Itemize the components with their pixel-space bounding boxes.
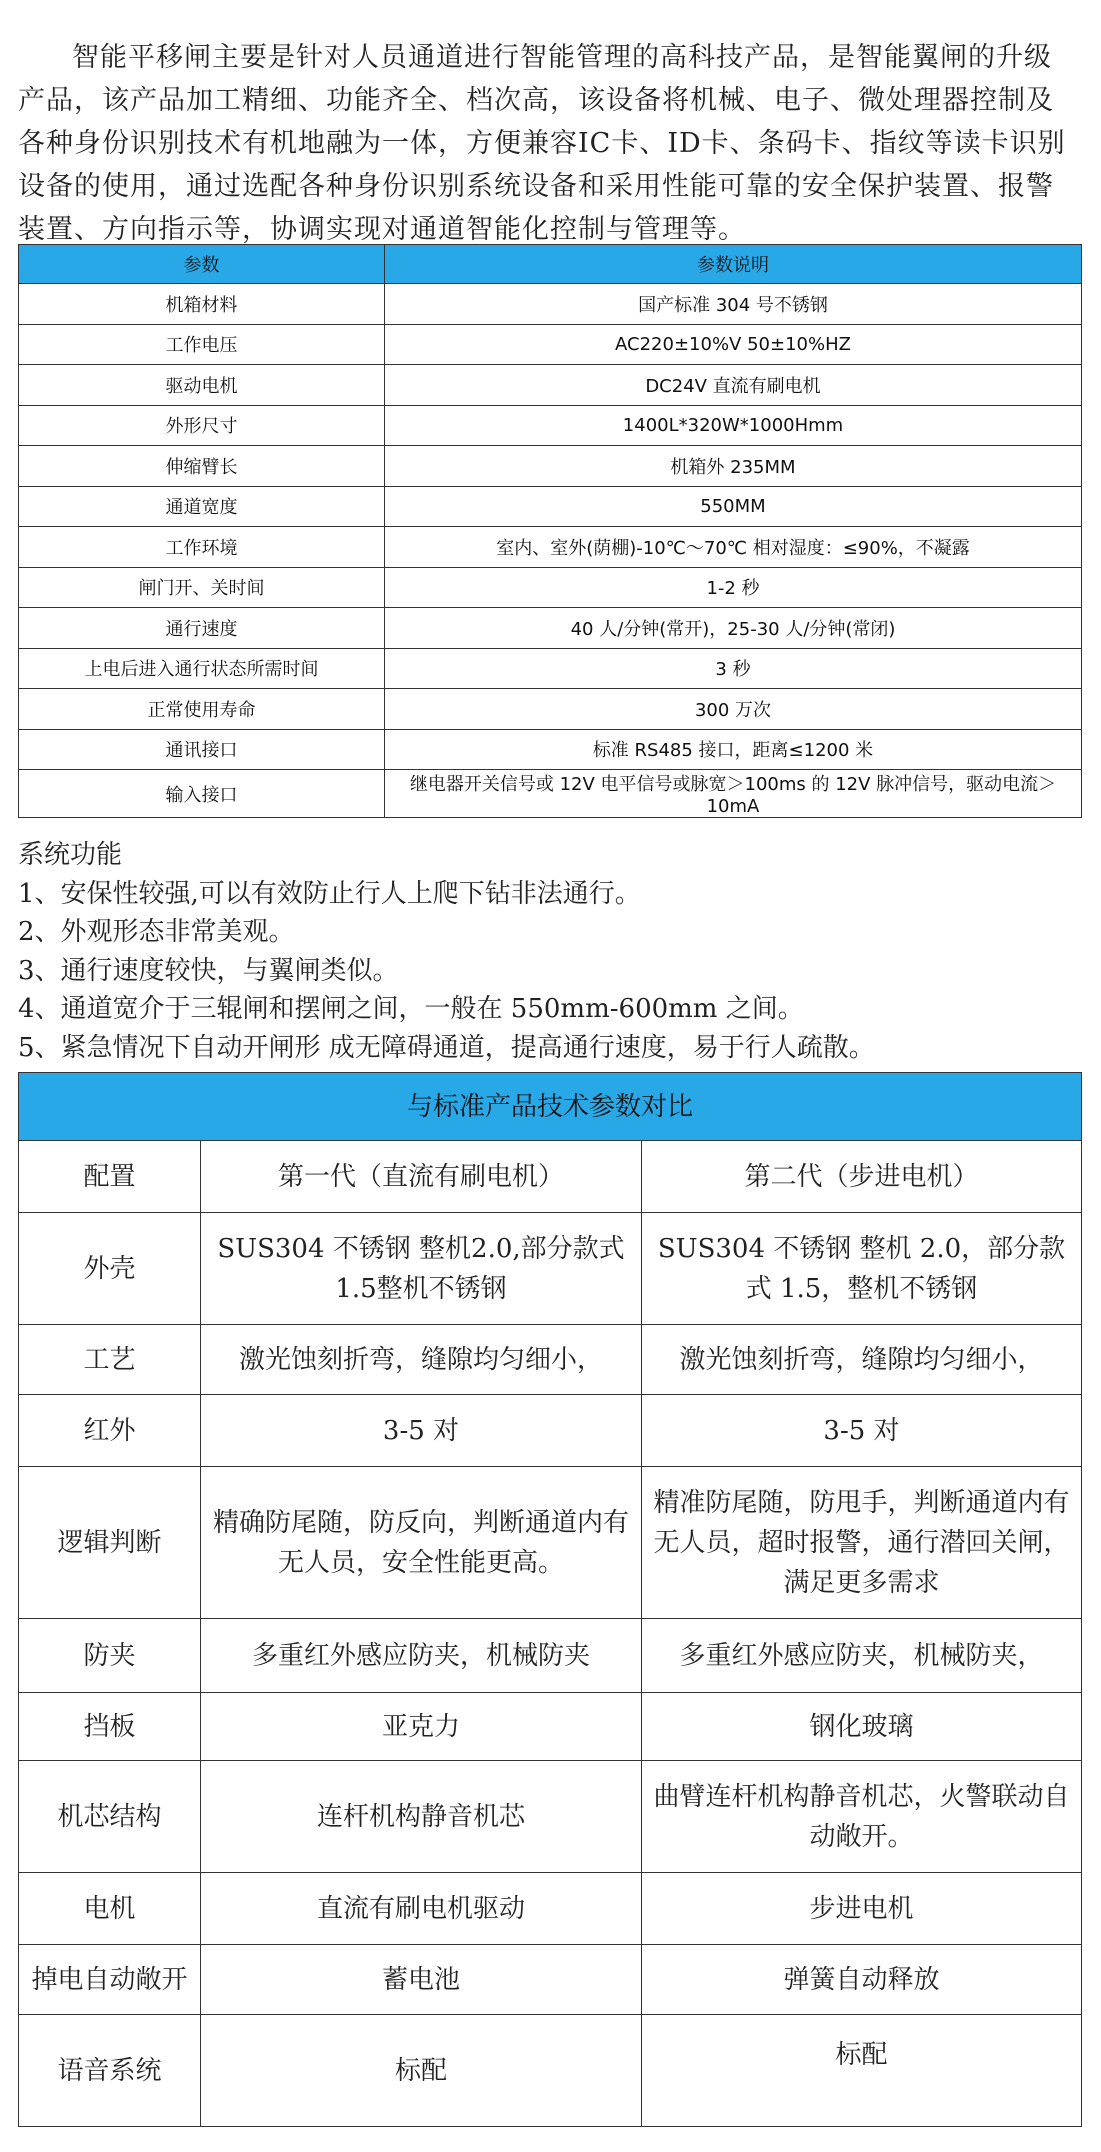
- table-row: [19, 648, 1082, 689]
- intro-text: 智能平移闸主要是针对人员通道进行智能管理的高科技产品，是智能翼闸的升级产品，该产品加工精细、功能齐全、档次高，该设备将机械、电子、微处理器控制及各种身份识别技术有机地融为一体，方便兼容IC卡、ID卡、条码卡、指纹等读卡识别设备的使用，通过选配各种身份识别系统设备和采用性能可靠的安全保护装置、报警装置、方向指示等，协调实现对通道智能化控制与管理等。: [18, 42, 1066, 245]
- spec-value: 继电器开关信号或 12V 电平信号或脉宽＞100ms 的 12V 脉冲信号，驱动电流＞10mA: [385, 770, 1082, 818]
- compare-key: 逻辑判断: [19, 1467, 201, 1619]
- spec-param: 输入接口: [19, 770, 385, 818]
- compare-key: 红外: [19, 1395, 201, 1467]
- table-row: [19, 608, 1082, 649]
- compare-gen1: 直流有刷电机驱动: [201, 1873, 642, 1945]
- compare-key: 电机: [19, 1873, 201, 1945]
- spec-param: 上电后进入通行状态所需时间: [19, 648, 385, 689]
- compare-key: 语音系统: [19, 2015, 201, 2127]
- feature-item: 3、通行速度较快，与翼闸类似。: [18, 955, 399, 986]
- feature-item: 5、紧急情况下自动开闸形 成无障碍通道，提高通行速度，易于行人疏散。: [18, 1032, 875, 1063]
- spec-param: 通道宽度: [19, 486, 385, 527]
- compare-gen1: 3-5 对: [201, 1395, 642, 1467]
- feature-item: 2、外观形态非常美观。: [18, 917, 295, 947]
- spec-table-header: [19, 245, 1082, 284]
- spec-param: 正常使用寿命: [19, 689, 385, 730]
- table-row: [19, 446, 1082, 487]
- spec-value: 国产标准 304 号不锈钢: [385, 284, 1082, 325]
- spec-param: 闸门开、关时间: [19, 567, 385, 608]
- compare-key: 掉电自动敞开: [19, 1945, 201, 2015]
- spec-value: 机箱外 235MM: [385, 446, 1082, 487]
- compare-key: 外壳: [19, 1213, 201, 1325]
- compare-gen1: SUS304 不锈钢 整机2.0,部分款式1.5整机不锈钢: [201, 1213, 642, 1325]
- compare-gen1: 标配: [201, 2015, 642, 2127]
- feature-item: 1、安保性较强,可以有效防止行人上爬下钻非法通行。: [18, 878, 641, 909]
- table-row: [19, 770, 1082, 818]
- spec-value: 1400L*320W*1000Hmm: [385, 405, 1082, 446]
- table-row: [19, 1467, 1082, 1619]
- compare-title-row: [19, 1073, 1082, 1141]
- compare-gen2: 标配: [642, 2015, 1082, 2127]
- compare-table: [18, 1072, 1082, 2127]
- table-row: [19, 527, 1082, 568]
- compare-gen1: 激光蚀刻折弯，缝隙均匀细小，: [201, 1325, 642, 1395]
- compare-header-config: 配置: [19, 1141, 201, 1213]
- table-row: [19, 729, 1082, 770]
- spec-value: DC24V 直流有刷电机: [385, 365, 1082, 406]
- spec-value: 40 人/分钟(常开)，25-30 人/分钟(常闭): [385, 608, 1082, 649]
- table-row: [19, 486, 1082, 527]
- compare-gen1: 亚克力: [201, 1693, 642, 1761]
- table-row: [19, 1693, 1082, 1761]
- spec-param: 通讯接口: [19, 729, 385, 770]
- compare-gen2: SUS304 不锈钢 整机 2.0，部分款式 1.5，整机不锈钢: [642, 1213, 1082, 1325]
- compare-gen1: 多重红外感应防夹，机械防夹: [201, 1619, 642, 1693]
- spec-header-param: 参数: [19, 245, 385, 284]
- table-row: [19, 1619, 1082, 1693]
- compare-key: 机芯结构: [19, 1761, 201, 1873]
- compare-header-gen2: 第二代（步进电机）: [642, 1141, 1082, 1213]
- features-title: 系统功能: [18, 840, 123, 870]
- table-row: [19, 1873, 1082, 1945]
- intro-paragraph: [18, 36, 1078, 251]
- compare-gen2: 曲臂连杆机构静音机芯，火警联动自动敞开。: [642, 1761, 1082, 1873]
- compare-gen2: 3-5 对: [642, 1395, 1082, 1467]
- compare-header-row: [19, 1141, 1082, 1213]
- compare-gen1: 蓄电池: [201, 1945, 642, 2015]
- compare-gen1: 连杆机构静音机芯: [201, 1761, 642, 1873]
- compare-gen1: 精确防尾随，防反向，判断通道内有无人员，安全性能更高。: [201, 1467, 642, 1619]
- spec-value: 300 万次: [385, 689, 1082, 730]
- compare-gen2: 步进电机: [642, 1873, 1082, 1945]
- table-row: [19, 405, 1082, 446]
- spec-value: 3 秒: [385, 648, 1082, 689]
- compare-gen2: 精准防尾随，防甩手，判断通道内有无人员，超时报警，通行潜回关闸，满足更多需求: [642, 1467, 1082, 1619]
- table-row: [19, 284, 1082, 325]
- compare-key: 防夹: [19, 1619, 201, 1693]
- spec-value: 550MM: [385, 486, 1082, 527]
- spec-value: 1-2 秒: [385, 567, 1082, 608]
- spec-param: 工作环境: [19, 527, 385, 568]
- compare-title: 与标准产品技术参数对比: [19, 1073, 1082, 1141]
- spec-value: AC220±10%V 50±10%HZ: [385, 324, 1082, 365]
- compare-key: 工艺: [19, 1325, 201, 1395]
- table-row: [19, 1395, 1082, 1467]
- spec-value: 标准 RS485 接口，距离≤1200 米: [385, 729, 1082, 770]
- compare-gen2: 多重红外感应防夹，机械防夹，: [642, 1619, 1082, 1693]
- spec-header-desc: 参数说明: [385, 245, 1082, 284]
- spec-param: 驱动电机: [19, 365, 385, 406]
- compare-header-gen1: 第一代（直流有刷电机）: [201, 1141, 642, 1213]
- compare-gen2: 激光蚀刻折弯，缝隙均匀细小，: [642, 1325, 1082, 1395]
- table-row: [19, 1761, 1082, 1873]
- spec-param: 伸缩臂长: [19, 446, 385, 487]
- feature-item: 4、通道宽介于三辊闸和摆闸之间，一般在 550mm-600mm 之间。: [18, 994, 804, 1024]
- table-row: [19, 689, 1082, 730]
- compare-gen2: 钢化玻璃: [642, 1693, 1082, 1761]
- compare-key: 挡板: [19, 1693, 201, 1761]
- spec-param: 机箱材料: [19, 284, 385, 325]
- table-row: [19, 2015, 1082, 2127]
- spec-param: 通行速度: [19, 608, 385, 649]
- spec-param: 工作电压: [19, 324, 385, 365]
- spec-param: 外形尺寸: [19, 405, 385, 446]
- compare-gen2: 弹簧自动释放: [642, 1945, 1082, 2015]
- table-row: [19, 1325, 1082, 1395]
- spec-value: 室内、室外(荫棚)-10℃～70℃ 相对湿度：≤90%，不凝露: [385, 527, 1082, 568]
- spec-table: [18, 244, 1082, 818]
- table-row: [19, 365, 1082, 406]
- table-row: [19, 567, 1082, 608]
- table-row: [19, 1213, 1082, 1325]
- features-section: [18, 836, 1078, 1067]
- table-row: [19, 324, 1082, 365]
- table-row: [19, 1945, 1082, 2015]
